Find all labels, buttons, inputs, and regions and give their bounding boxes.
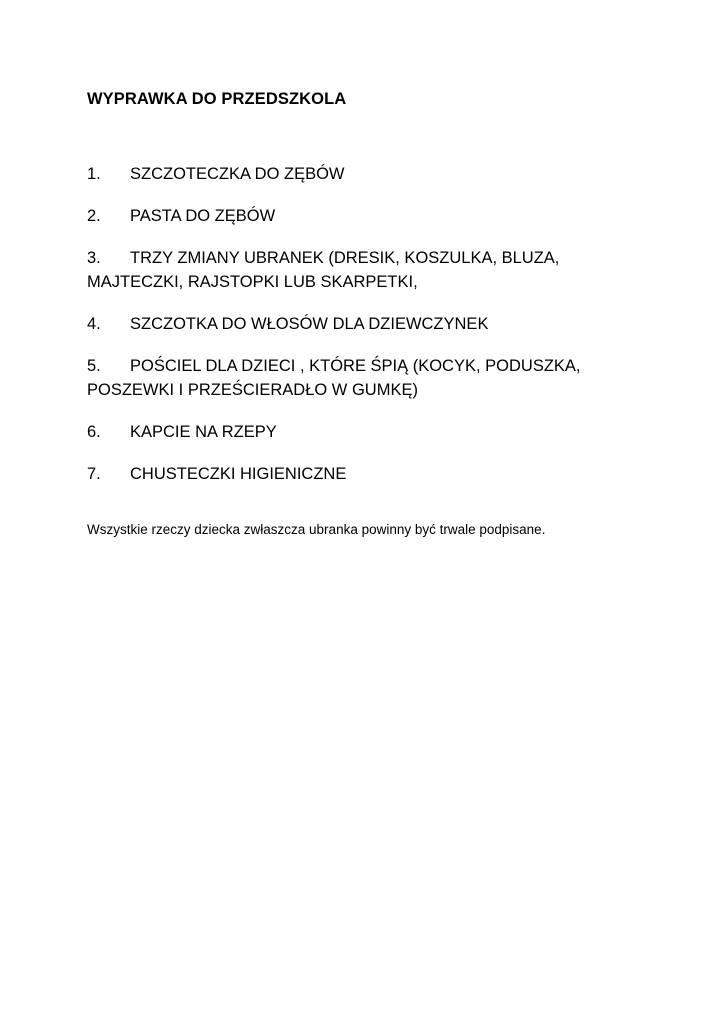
- list-item-text: PASTA DO ZĘBÓW: [130, 207, 276, 225]
- list-item: [87, 420, 647, 444]
- list-item-text: SZCZOTKA DO WŁOSÓW DLA DZIEWCZYNEK: [130, 315, 489, 333]
- list-item: [87, 462, 647, 486]
- labeling-note: Wszystkie rzeczy dziecka zwłaszcza ubranka powinny być trwale podpisane.: [87, 522, 546, 537]
- list-item: [87, 204, 647, 228]
- list-item-text: KAPCIE NA RZEPY: [130, 423, 277, 441]
- list-item: [87, 354, 647, 402]
- list-item-text: TRZY ZMIANY UBRANEK (DRESIK, KOSZULKA, BLUZA, MAJTECZKI, RAJSTOPKI LUB SKARPETKI,: [87, 249, 560, 291]
- list-item-text: CHUSTECZKI HIGIENICZNE: [130, 465, 347, 483]
- list-item-number: 2.: [87, 207, 101, 225]
- list-item-number: 7.: [87, 465, 101, 483]
- list-item-text: POŚCIEL DLA DZIECI , KTÓRE ŚPIĄ (KOCYK, PODUSZKA, POSZEWKI I PRZEŚCIERADŁO W GUMKĘ): [87, 357, 581, 399]
- supply-list: [87, 162, 647, 504]
- list-item-number: 3.: [87, 249, 101, 267]
- list-item-number: 6.: [87, 423, 101, 441]
- list-item-number: 4.: [87, 315, 101, 333]
- list-item-text: SZCZOTECZKA DO ZĘBÓW: [130, 165, 345, 183]
- list-item: [87, 162, 647, 186]
- document-title: WYPRAWKA DO PRZEDSZKOLA: [87, 90, 347, 108]
- list-item-number: 5.: [87, 357, 101, 375]
- list-item: [87, 246, 647, 294]
- list-item-number: 1.: [87, 165, 101, 183]
- list-item: [87, 312, 647, 336]
